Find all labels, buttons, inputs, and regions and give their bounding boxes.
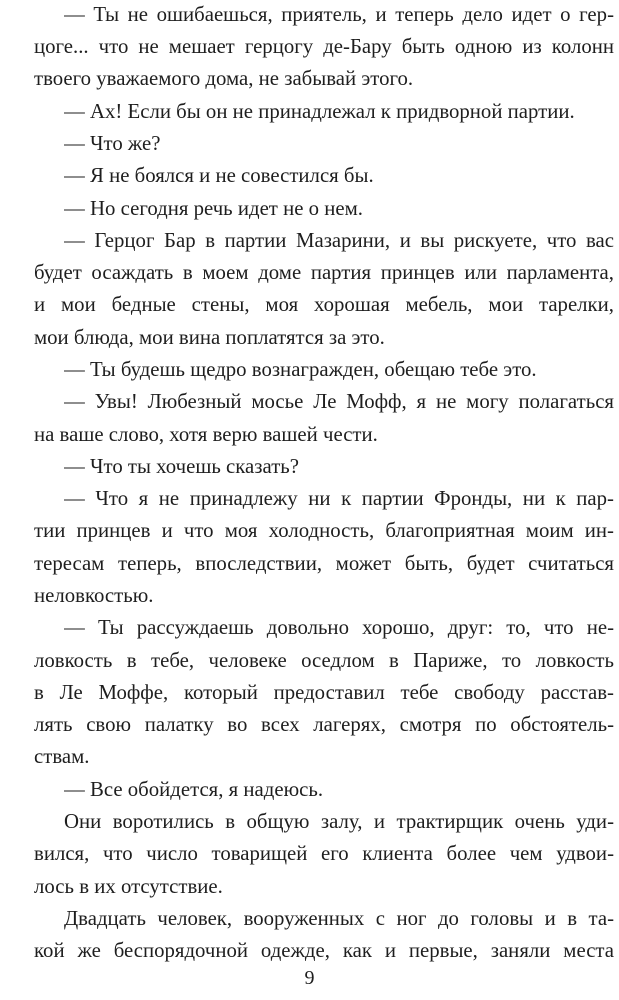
page-number: 9 — [304, 967, 315, 989]
text-line: — Я не боялся и не совестился бы. — [64, 164, 374, 187]
text-line: — Ты будешь щедро вознагражден, обещаю тебе это. — [64, 358, 537, 381]
text-line: на ваше слово, хотя верю вашей чести. — [34, 423, 378, 446]
text-line: тересам теперь, впоследствии, может быть, будет считаться — [34, 552, 614, 575]
text-line: Они воротились в общую залу, и трактирщик очень уди- — [64, 810, 614, 833]
text-line: ствам. — [34, 745, 90, 768]
text-line: будет осаждать в моем доме партия принцев или парламента, — [34, 261, 614, 284]
text-line: — Ты не ошибаешься, приятель, и теперь дело идет о гер- — [64, 3, 614, 26]
text-line: — Что я не принадлежу ни к партии Фронды, ни к пар- — [64, 487, 614, 510]
text-line: мои блюда, мои вина поплатятся за это. — [34, 326, 385, 349]
text-line: — Что ты хочешь сказать? — [64, 455, 300, 478]
text-line: — Ах! Если бы он не принадлежал к придворной партии. — [64, 100, 575, 123]
text-line: ловкость в тебе, человеке оседлом в Париже, то ловкость — [34, 649, 614, 672]
text-line: цоге... что не мешает герцогу де-Бару быть одною из колонн — [34, 35, 614, 58]
text-line: кой же беспорядочной одежде, как и первые, заняли места — [34, 939, 614, 962]
text-line: — Но сегодня речь идет не о нем. — [64, 197, 363, 220]
text-line: лось в их отсутствие. — [34, 875, 223, 898]
text-line: — Что же? — [64, 132, 161, 155]
text-line: в Ле Моффе, который предоставил тебе свободу расстав- — [34, 681, 614, 704]
text-line: тии принцев и что моя холодность, благоприятная моим ин- — [34, 519, 614, 542]
text-line: — Все обойдется, я надеюсь. — [64, 778, 324, 801]
text-line: Двадцать человек, вооруженных с ног до головы и в та- — [64, 907, 614, 930]
text-line: вился, что число товарищей его клиента более чем удвои- — [34, 842, 614, 865]
text-line: — Герцог Бар в партии Мазарини, и вы рискуете, что вас — [64, 229, 614, 252]
text-line: — Увы! Любезный мосье Ле Мофф, я не могу полагаться — [64, 390, 614, 413]
text-line: твоего уважаемого дома, не забывай этого. — [34, 67, 414, 90]
text-line: лять свою палатку во всех лагерях, смотря по обстоятель- — [34, 713, 614, 736]
text-line: и мои бедные стены, моя хорошая мебель, мои тарелки, — [34, 293, 614, 316]
text-line: неловкостью. — [34, 584, 154, 607]
text-line: — Ты рассуждаешь довольно хорошо, друг: то, что не- — [64, 616, 614, 639]
